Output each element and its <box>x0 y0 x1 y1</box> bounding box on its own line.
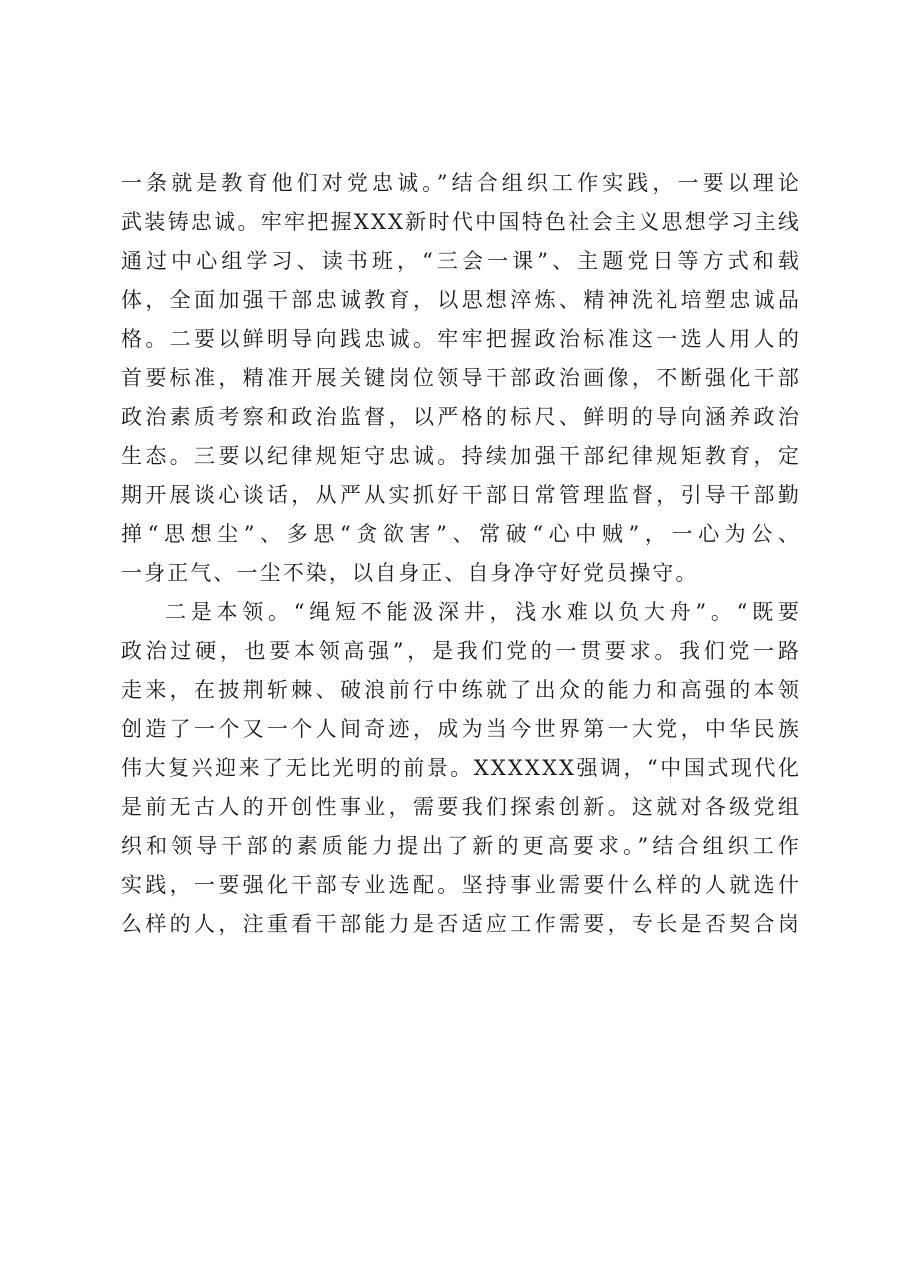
text-line: 一身正气、一尘不染，以自身正、自身净守好党员操守。 <box>121 561 699 585</box>
paragraph-1 <box>121 164 801 593</box>
text-line: 生态。三要以纪律规矩守忠诚。持续加强干部纪律规矩教育，定 <box>121 444 801 468</box>
text-line: 是前无古人的开创性事业，需要我们探索创新。这就对各级党组 <box>121 795 801 819</box>
text-line: 武装铸忠诚。牢牢把握XXX新时代中国特色社会主义思想学习主线 <box>121 210 801 234</box>
text-line: 政治过硬，也要本领高强”，是我们党的一贯要求。我们党一路 <box>121 639 801 663</box>
text-line: 掸“思想尘”、多思“贪欲害”、常破“心中贼”，一心为公、 <box>121 522 801 546</box>
text-line: 期开展谈心谈话，从严从实抓好干部日常管理监督，引导干部勤 <box>121 483 801 507</box>
text-line: 首要标准，精准开展关键岗位领导干部政治画像，不断强化干部 <box>121 366 801 390</box>
text-line: 走来，在披荆斩棘、破浪前行中练就了出众的能力和高强的本领 <box>121 678 801 702</box>
text-line: 二是本领。“绳短不能汲深井，浅水难以负大舟”。“既要 <box>165 600 801 624</box>
text-line: 创造了一个又一个人间奇迹，成为当今世界第一大党，中华民族 <box>121 717 801 741</box>
text-line: 实践，一要强化干部专业选配。坚持事业需要什么样的人就选什 <box>121 873 801 897</box>
text-line: 政治素质考察和政治监督，以严格的标尺、鲜明的导向涵养政治 <box>121 405 801 429</box>
text-line: 伟大复兴迎来了无比光明的前景。XXXXXX强调，“中国式现代化 <box>121 756 801 780</box>
text-line: 体，全面加强干部忠诚教育，以思想淬炼、精神洗礼培塑忠诚品 <box>121 288 801 312</box>
text-line: 一条就是教育他们对党忠诚。”结合组织工作实践，一要以理论 <box>121 171 801 195</box>
document-body <box>121 164 801 944</box>
text-line: 格。二要以鲜明导向践忠诚。牢牢把握政治标准这一选人用人的 <box>121 327 801 351</box>
text-line: 通过中心组学习、读书班，“三会一课”、主题党日等方式和载 <box>121 249 801 273</box>
text-line: 织和领导干部的素质能力提出了新的更高要求。”结合组织工作 <box>121 834 801 858</box>
paragraph-2 <box>121 593 801 944</box>
text-line: 么样的人，注重看干部能力是否适应工作需要，专长是否契合岗 <box>121 912 801 936</box>
